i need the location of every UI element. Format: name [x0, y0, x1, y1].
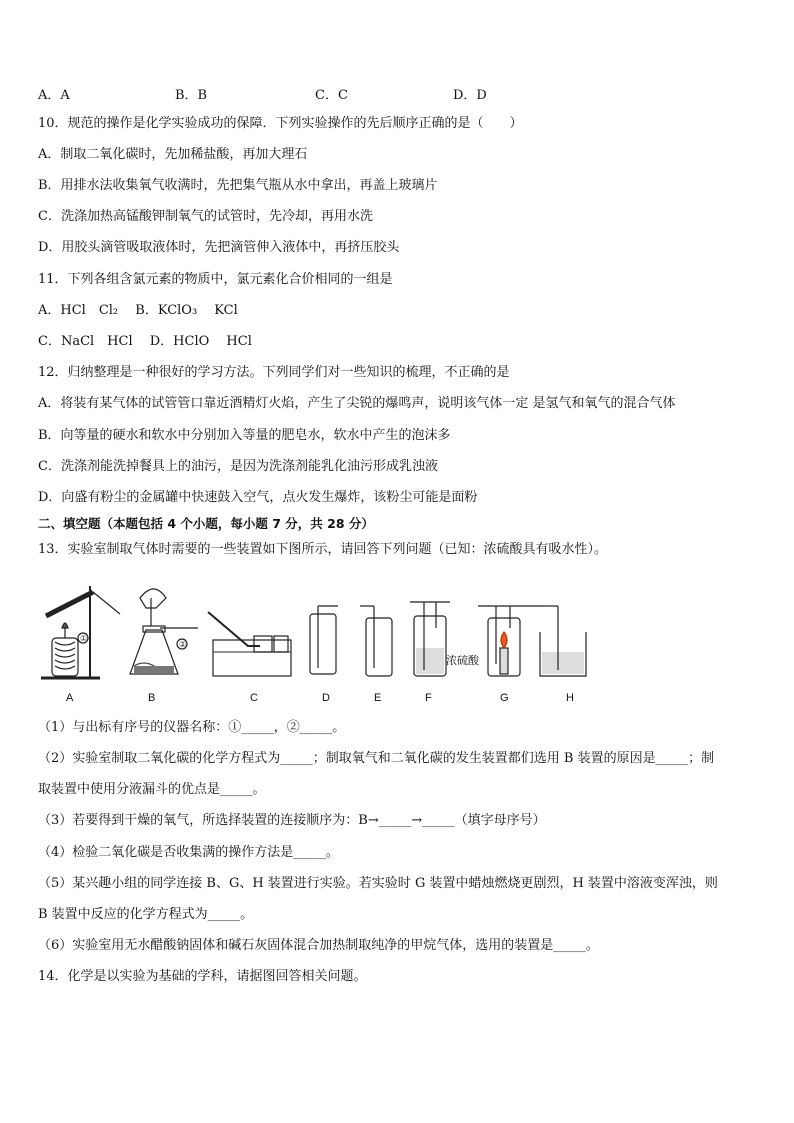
apparatus-e — [360, 606, 392, 676]
marker-1: ① — [80, 634, 88, 643]
label-g: G — [500, 692, 509, 704]
q13-stem: 13．实验室制取气体时需要的一些装置如下图所示，请回答下列问题（已知：浓硫酸具有吸水性）。 — [38, 542, 608, 557]
label-a: A — [66, 692, 74, 704]
q13-part-5-cont: B 装置中反应的化学方程式为_____。 — [38, 907, 254, 922]
q9-option-a: A．A — [38, 88, 70, 103]
q12-stem: 12．归纳整理是一种很好的学习方法。下列同学们对一些知识的梳理，不正确的是 — [38, 365, 510, 380]
q10-option-b: B．用排水法收集氧气收满时，先把集气瓶从水中拿出，再盖上玻璃片 — [38, 178, 438, 193]
q9-option-d: D．D — [453, 88, 487, 103]
q12-option-c: C．洗涤剂能洗掉餐具上的油污，是因为洗涤剂能乳化油污形成乳浊液 — [38, 459, 438, 474]
q11-options-cd: C．NaCl HCl D．HClO HCl — [38, 334, 252, 349]
q13-part-2-cont: 取装置中使用分液漏斗的优点是_____。 — [38, 782, 266, 797]
q10-option-c: C．洗涤加热高锰酸钾制氧气的试管时，先冷却，再用水洗 — [38, 209, 373, 224]
q12-option-d: D．向盛有粉尘的金属罐中快速鼓入空气，点火发生爆炸，该粉尘可能是面粉 — [38, 490, 478, 505]
apparatus-d — [310, 606, 338, 674]
q12-option-b: B．向等量的硬水和软水中分别加入等量的肥皂水，软水中产生的泡沫多 — [38, 428, 451, 443]
apparatus-b — [130, 589, 198, 674]
q13-part-6: （6）实验室用无水醋酸钠固体和碱石灰固体混合加热制取纯净的甲烷气体，选用的装置是_____。 — [38, 938, 599, 953]
apparatus-f — [410, 602, 450, 676]
label-h: H — [566, 692, 574, 704]
q13-part-3: （3）若要得到干燥的氧气，所选择装置的连接顺序为：B→_____→_____（填字母序号） — [38, 813, 546, 828]
q13-part-2: （2）实验室制取二氧化碳的化学方程式为_____；制取氧气和二氧化碳的发生装置都们选用 B 装置的原因是_____；制 — [38, 751, 715, 766]
q11-options-ab: A．HCl Cl₂ B．KClO₃ KCl — [38, 303, 238, 318]
acid-label: 浓硫酸 — [446, 654, 479, 667]
apparatus-h — [540, 606, 586, 676]
q10-option-d: D．用胶头滴管吸取液体时，先把滴管伸入液体中，再挤压胶头 — [38, 240, 400, 255]
q14-stem: 14．化学是以实验为基础的学科，请据图回答相关问题。 — [38, 969, 367, 984]
apparatus-figure — [38, 578, 598, 708]
label-f: F — [425, 692, 432, 704]
marker-2: ② — [179, 640, 187, 649]
q11-stem: 11．下列各组含氯元素的物质中，氯元素化合价相同的一组是 — [38, 272, 393, 287]
q10-option-a: A．制取二氧化碳时，先加稀盐酸，再加大理石 — [38, 147, 308, 162]
section-title: 二、填空题（本题包括 4 个小题，每小题 7 分，共 28 分） — [38, 516, 374, 531]
q12-option-a: A．将装有某气体的试管管口靠近酒精灯火焰，产生了尖锐的爆鸣声，说明该气体一定 是氢气和氧气的混合气体 — [38, 396, 676, 411]
apparatus-drawing — [38, 578, 598, 688]
q10-stem: 10．规范的操作是化学实验成功的保障．下列实验操作的先后顺序正确的是（ ） — [38, 116, 523, 131]
apparatus-g — [478, 606, 543, 676]
q13-part-5: （5）某兴趣小组的同学连接 B、G、H 装置进行实验。若实验时 G 装置中蜡烛燃烧更剧烈，H 装置中溶液变浑浊，则 — [38, 876, 718, 891]
label-e: E — [374, 692, 382, 704]
q9-option-c: C．C — [315, 88, 348, 103]
apparatus-c — [208, 612, 291, 676]
q13-part-1: （1）与出标有序号的仪器名称：①_____，②_____。 — [38, 720, 346, 735]
q13-part-4: （4）检验二氧化碳是否收集满的操作方法是_____。 — [38, 845, 339, 860]
q9-option-b: B．B — [175, 88, 208, 103]
apparatus-a — [41, 586, 120, 678]
label-c: C — [250, 692, 258, 704]
label-b: B — [148, 692, 156, 704]
label-d: D — [322, 692, 330, 704]
